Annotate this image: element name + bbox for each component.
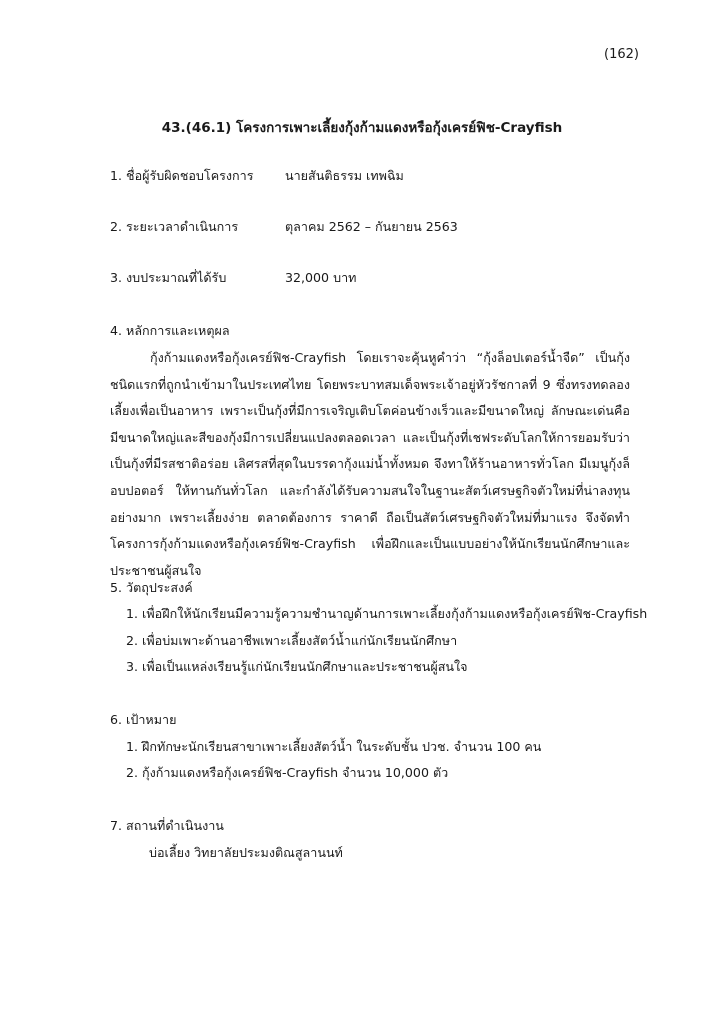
responsible-value: นายสันติธรรม เทพฉิม bbox=[285, 168, 404, 183]
project-title: 43.(46.1) โครงการเพาะเลี้ยงกุ้งก้ามแดงหรือกุ้งเครย์ฟิช-Crayfish bbox=[161, 120, 563, 136]
objectives-heading: 5. วัตถุประสงค์ bbox=[110, 580, 193, 595]
rationale-heading: 4. หลักการและเหตุผล bbox=[110, 323, 230, 338]
rationale-paragraph: กุ้งก้ามแดงหรือกุ้งเครย์ฟิช-Crayfish โดยเราจะคุ้นหูคำว่า “กุ้งล็อปเตอร์น้ำจืด” เป็นกุ้งชนิดแรกที่ถูกนำเข้ามาในประเทศไทย โดยพระบาทสมเด็จพระเจ้าอยู่หัวรัชกาลที่ 9 ซึ่งทรงทดลองเลี้ยงเพื่อเป็นอาหาร เพราะเป็นกุ้งที่มีการเจริญเติบโตค่อนข้างเร็วและมีขนาดใหญ่ ลักษณะเด่นคือ มีขนาดใหญ่และสีของกุ้งมีการเปลี่ยนแปลงตลอดเวลา และเป็นกุ้งที่เชฟระดับโลกให้การยอมรับว่า เป็นกุ้งที่มีรสชาติอร่อย เลิศรสที่สุดในบรรดากุ้งแม่น้ำทั้งหมด จึงทาให้ร้านอาหารทั่วโลก มีเมนูกุ้งล็อบปอตอร์ ให้ทานกันทั่วโลก และกำลังได้รับความสนใจในฐานะสัตว์เศรษฐกิจตัวใหม่ที่น่าลงทุนอย่างมาก เพราะเลี้ยงง่าย ตลาดต้องการ ราคาดี ถือเป็นสัตว์เศรษฐกิจตัวใหม่ที่มาแรง จึงจัดทำโครงการกุ้งก้ามแดงหรือกุ้งเครย์ฟิช-Crayfish เพื่อฝึกและเป็นแบบอย่างให้นักเรียนนักศึกษาและประชาชนผู้สนใจ bbox=[110, 350, 630, 578]
objective-item-3: 3. เพื่อเป็นแหล่งเรียนรู้แก่นักเรียนนักศึกษาและประชาชนผู้สนใจ bbox=[126, 659, 468, 674]
duration-value: ตุลาคม 2562 – กันยายน 2563 bbox=[285, 219, 458, 234]
objective-item-1: 1. เพื่อฝึกให้นักเรียนมีความรู้ความชำนาญด้านการเพาะเลี้ยงกุ้งก้ามแดงหรือกุ้งเครย์ฟิช-Crayfish bbox=[126, 606, 648, 621]
page-number: (162) bbox=[604, 47, 639, 62]
location-value: บ่อเลี้ยง วิทยาลัยประมงติณสูลานนท์ bbox=[149, 845, 343, 860]
objective-item-2: 2. เพื่อบ่มเพาะด้านอาชีพเพาะเลี้ยงสัตว์น้ำแก่นักเรียนนักศึกษา bbox=[126, 633, 458, 648]
target-item-2: 2. กุ้งก้ามแดงหรือกุ้งเครย์ฟิช-Crayfish จำนวน 10,000 ตัว bbox=[126, 765, 449, 780]
budget-label: 3. งบประมาณที่ได้รับ bbox=[110, 270, 227, 285]
budget-value: 32,000 บาท bbox=[285, 270, 357, 285]
target-item-1: 1. ฝึกทักษะนักเรียนสาขาเพาะเลี้ยงสัตว์น้ำ ในระดับชั้น ปวช. จำนวน 100 คน bbox=[126, 739, 542, 754]
responsible-label: 1. ชื่อผู้รับผิดชอบโครงการ bbox=[110, 168, 254, 183]
location-heading: 7. สถานที่ดำเนินงาน bbox=[110, 818, 224, 833]
duration-label: 2. ระยะเวลาดำเนินการ bbox=[110, 219, 239, 234]
targets-heading: 6. เป้าหมาย bbox=[110, 712, 177, 727]
